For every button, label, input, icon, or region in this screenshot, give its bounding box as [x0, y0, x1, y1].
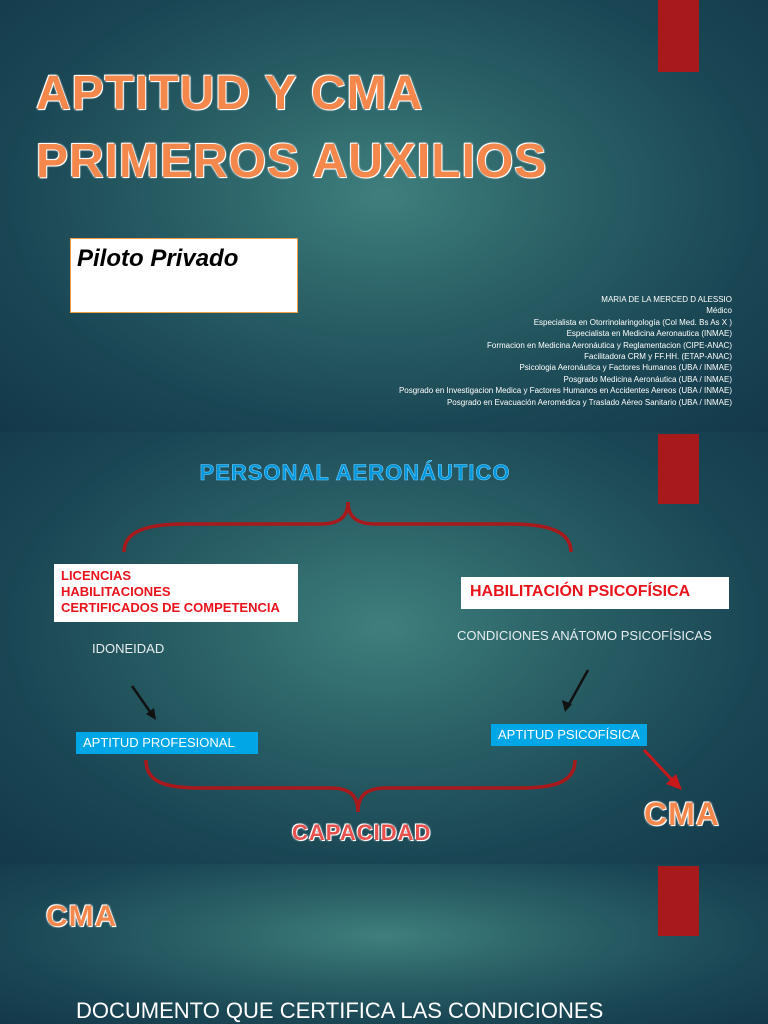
cma-description: DOCUMENTO QUE CERTIFICA LAS CONDICIONES [76, 998, 604, 1023]
red-accent-tab [658, 0, 699, 72]
red-accent-tab [658, 866, 699, 936]
certificados-line: CERTIFICADOS DE COMPETENCIA [61, 600, 280, 615]
personal-heading: PERSONAL AERONÁUTICO [199, 460, 511, 485]
credit-line: Especialista en Medicina Aeronautica (INMAE) [566, 329, 732, 339]
top-brace [124, 502, 571, 552]
licencias-line: LICENCIAS [61, 568, 132, 583]
credit-line: Posgrado en Investigacion Medica y Factores Humanos en Accidentes Aereos (UBA / INMAE) [398, 386, 732, 396]
aptitud-psicofisica-box: APTITUD PSICOFÍSICA [491, 724, 647, 746]
credit-line: Especialista en Otorrinolaringología (Col Med. Bs As X ) [533, 317, 732, 327]
slide-1 [0, 0, 768, 432]
slide-title-line-1: APTITUD Y CMA [36, 67, 424, 120]
cma-title: CMA [46, 900, 118, 933]
credit-line: Facilitadora CRM y FF.HH. (ETAP-ANAC) [584, 352, 732, 362]
credit-line: Psicologia Aeronáutica y Factores Humanos (UBA / INMAE) [519, 363, 732, 373]
licencias-box [54, 564, 298, 622]
condiciones-label: CONDICIONES ANÁTOMO PSICOFÍSICAS [457, 628, 712, 643]
credit-line: Posgrado Medicina Aeronáutica (UBA / INMAE) [563, 374, 732, 384]
credit-line: Médico [706, 306, 732, 316]
slide-2 [0, 432, 768, 864]
habilitacion-psicofisica-box [461, 577, 729, 609]
bottom-brace [146, 760, 575, 812]
author-credits [399, 294, 732, 408]
capacidad-label: CAPACIDAD [292, 820, 432, 845]
arrow-to-cma [644, 750, 674, 782]
cma-label: CMA [644, 796, 720, 832]
arrow-condiciones [568, 670, 588, 706]
subtitle-box [70, 238, 298, 313]
habilitacion-psicofisica-label: HABILITACIÓN PSICOFÍSICA [470, 583, 691, 600]
habilitaciones-line: HABILITACIONES [61, 584, 171, 599]
subtitle-text: Piloto Privado [77, 245, 239, 272]
idoneidad-label: IDONEIDAD [92, 641, 165, 656]
credit-line: Formacion en Medicina Aeronáutica y Reglamentacion (CIPE-ANAC) [487, 340, 732, 350]
slide-title-line-2: PRIMEROS AUXILIOS [36, 135, 548, 188]
credit-line: Posgrado en Evacuación Aeromédica y Traslado Aéreo Sanitario (UBA / INMAE) [446, 397, 732, 407]
aptitud-profesional-box: APTITUD PROFESIONAL [76, 732, 258, 754]
slide-3 [0, 864, 768, 1024]
credit-line: MARIA DE LA MERCED D ALESSIO [601, 295, 732, 304]
